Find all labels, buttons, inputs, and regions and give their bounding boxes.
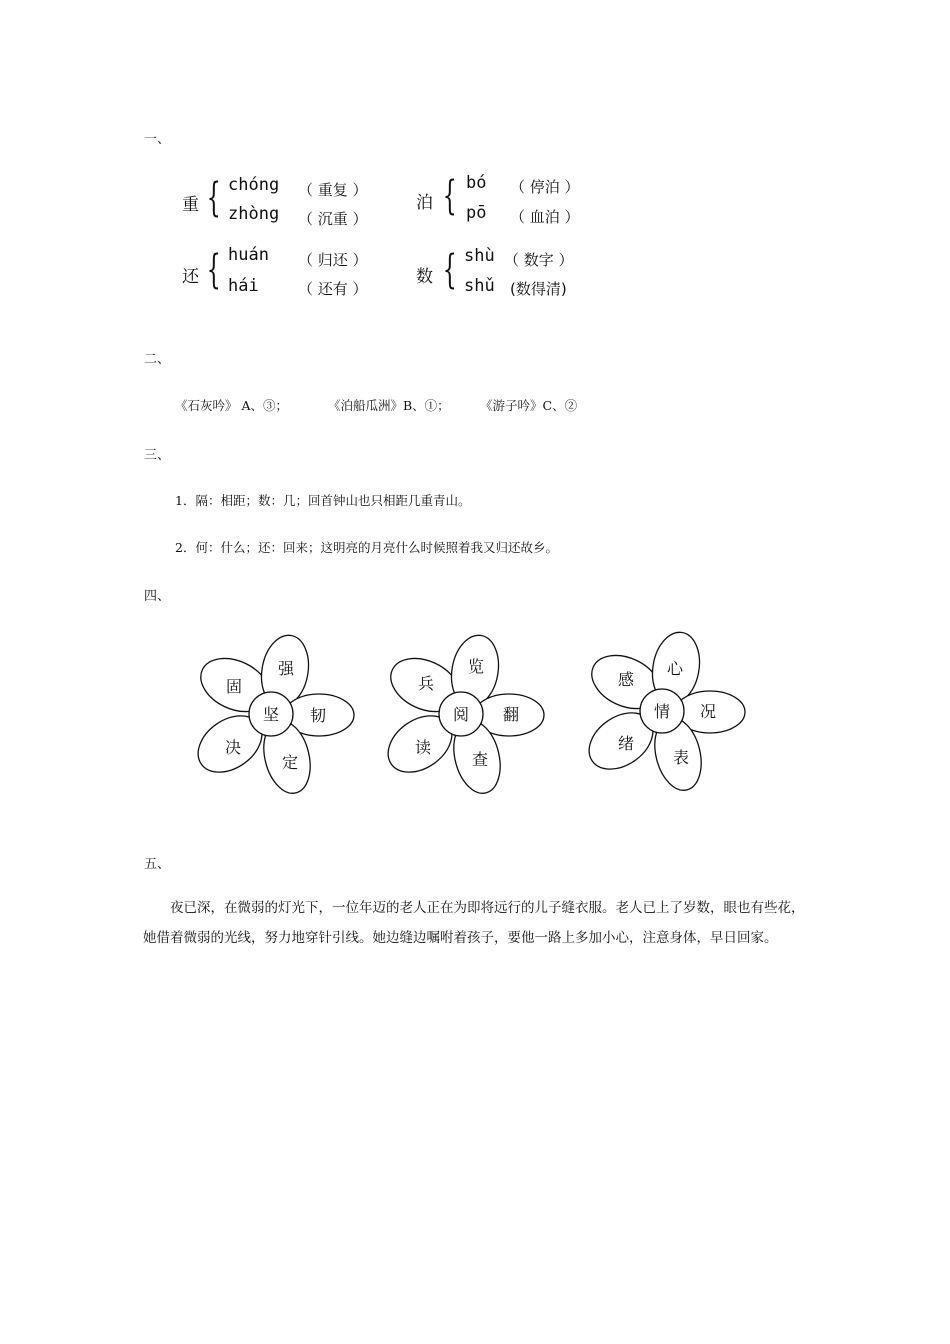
brace-icon: {: [206, 175, 221, 221]
story-paragraph: 夜已深，在微弱的灯光下，一位年迈的老人正在为即将远行的儿子缝衣服。老人已上了岁数，眼也有些花，她借着微弱的光线，努力地穿针引线。她边缝边嘱咐着孩子，要他一路上多加小心，注意身体，早日回家。: [143, 900, 805, 946]
word: （ 停泊 ）: [510, 178, 580, 196]
poem-answer: 《游子吟》C、②: [480, 398, 578, 413]
petal-char: 固: [225, 677, 243, 696]
center-char: 情: [653, 702, 671, 721]
word: （ 还有 ）: [298, 280, 368, 298]
explanation-line: 2．何：什么；还：回来；这明亮的月亮什么时候照着我又归还故乡。: [175, 540, 558, 555]
petal-char: 强: [277, 659, 295, 678]
petal-char: 心: [666, 659, 684, 678]
word-flower: [378, 632, 544, 799]
polyphone-char: 还: [182, 267, 199, 287]
pinyin: bó: [466, 173, 487, 193]
petal-char: 决: [224, 738, 242, 757]
petal-char: 绪: [617, 734, 635, 753]
word: （ 归还 ）: [298, 251, 368, 269]
brace-icon: {: [442, 247, 457, 293]
pinyin: chóng: [228, 175, 280, 195]
petal-char: 韧: [309, 706, 327, 725]
petal-char: 兵: [417, 674, 435, 693]
section-five-heading: 五、: [144, 857, 171, 872]
petal-char: 表: [672, 748, 690, 767]
word: （ 沉重 ）: [298, 210, 368, 228]
section-two-heading: 二、: [144, 352, 171, 367]
polyphone-char: 泊: [416, 193, 433, 213]
petal-char: 查: [471, 750, 489, 769]
brace-icon: {: [206, 247, 221, 293]
pinyin: shù: [464, 246, 495, 266]
pinyin: shǔ: [464, 276, 495, 296]
pinyin: hái: [228, 276, 259, 296]
word: (数得清): [510, 280, 567, 298]
poem-answer: 《石灰吟》 A、③；: [175, 398, 289, 413]
word-flower: [579, 629, 745, 796]
pinyin: pō: [466, 203, 487, 223]
petal-char: 读: [414, 738, 432, 757]
word: （ 重复 ）: [298, 181, 368, 199]
center-char: 阅: [452, 705, 470, 724]
petal-char: 况: [699, 702, 717, 721]
explanation-line: 1．隔：相距；数：几；回首钟山也只相距几重青山。: [175, 493, 471, 508]
pinyin: huán: [228, 245, 269, 265]
center-char: 坚: [262, 705, 280, 724]
petal-char: 感: [617, 670, 635, 689]
section-three-heading: 三、: [144, 448, 171, 463]
pinyin: zhòng: [228, 204, 280, 224]
section-four-heading: 四、: [144, 589, 171, 604]
brace-icon: {: [442, 173, 457, 219]
petal-char: 翻: [502, 705, 520, 724]
word: （ 数字 ）: [504, 251, 574, 269]
word-flower: [188, 632, 354, 799]
petal-char: 览: [467, 657, 485, 676]
petal-char: 定: [281, 753, 299, 772]
polyphone-char: 重: [182, 195, 199, 215]
section-one-heading: 一、: [144, 132, 171, 147]
poem-answer: 《泊船瓜洲》B、①；: [328, 398, 450, 413]
polyphone-char: 数: [416, 267, 433, 287]
word: （ 血泊 ）: [510, 208, 580, 226]
